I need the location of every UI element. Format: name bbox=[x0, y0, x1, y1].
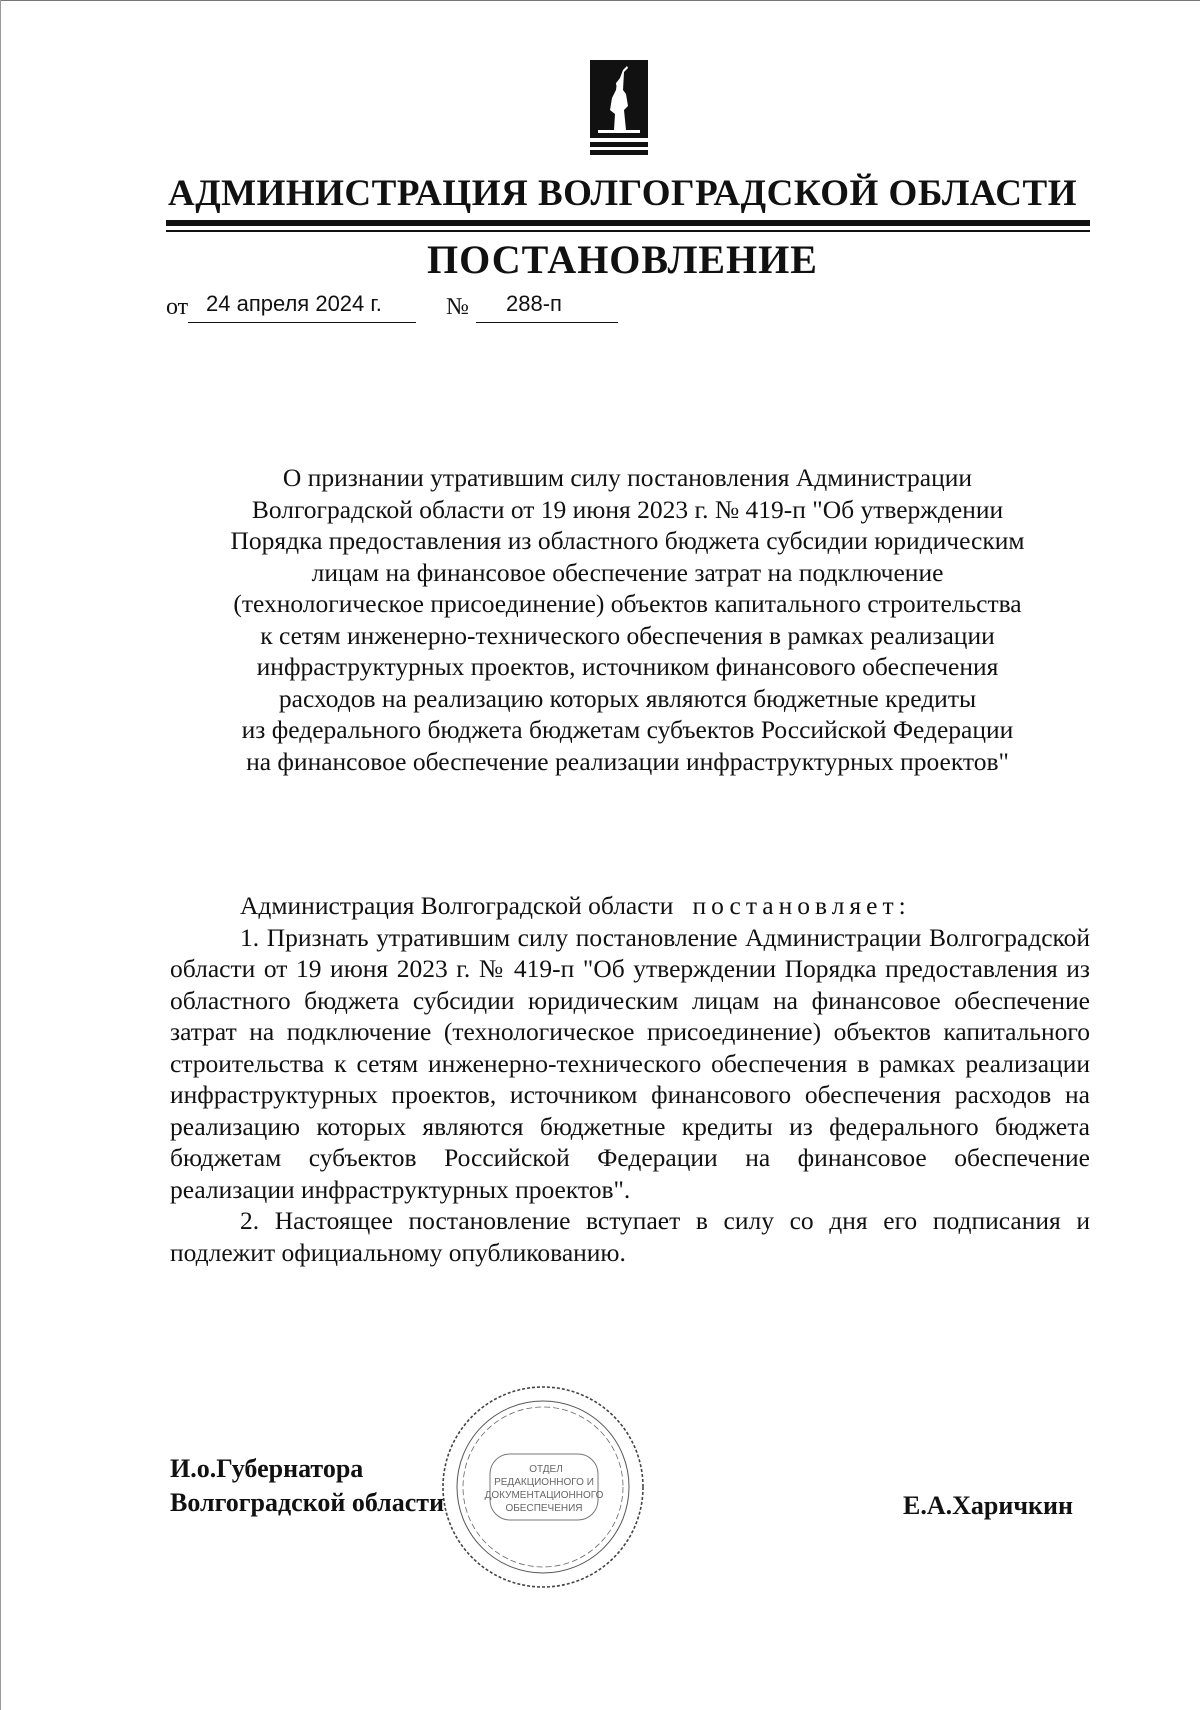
title-line: Волгоградской области от 19 июня 2023 г. № 419-п "Об утверждении bbox=[251, 494, 1004, 524]
title-line: на финансовое обеспечение реализации инфраструктурных проектов" bbox=[246, 746, 1009, 776]
intro-lead: Администрация Волгоградской области bbox=[240, 891, 674, 920]
title-line: (технологическое присоединение) объектов капитального строительства bbox=[233, 589, 1022, 618]
stamp-center-line-3: ДОКУМЕНТАЦИОННОГО bbox=[484, 1490, 604, 1501]
signatory-position-line-1: И.о.Губернатора bbox=[170, 1454, 364, 1483]
intro-verb: постановляет: bbox=[692, 891, 911, 920]
resolution-item-1: 1. Признать утратившим силу постановление Администрации Волгоградской области от 19 июня 2023 г. № 419-п "Об утверждении Порядка предоставления из областного бюджета субсидии юридическим лицам на финансовое обеспечение затрат на подключение (технологическое присоединение) объектов капитального строительства к сетям инженерно-технического обеспечения в рамках реализации инфраструктурных проектов, источником финансового обеспечения расходов на реализацию которых являются бюджетные кредиты из федерального бюджета бюджетам субъектов Российской Федерации на финансовое обеспечение реализации инфраструктурных проектов". bbox=[170, 922, 1090, 1204]
number-prefix: № bbox=[446, 294, 469, 320]
document-title bbox=[170, 462, 1085, 777]
scan-edge-left bbox=[0, 0, 1, 1710]
stamp-center-line-2: РЕДАКЦИОННОГО И bbox=[494, 1477, 594, 1488]
date-prefix: от bbox=[166, 294, 189, 320]
date-value: 24 апреля 2024 г. bbox=[188, 289, 416, 323]
signatory-name: Е.А.Харичкин bbox=[903, 1491, 1073, 1520]
date-number-line bbox=[166, 285, 636, 325]
resolution-intro bbox=[170, 890, 1090, 922]
stamp-center-line-1: ОТДЕЛ bbox=[529, 1464, 563, 1475]
signatory-position bbox=[170, 1452, 444, 1520]
stamp-center-line-4: ОБЕСПЕЧЕНИЯ bbox=[505, 1503, 583, 1514]
title-line: инфраструктурных проектов, источником финансового обеспечения bbox=[256, 652, 999, 681]
title-line: О признании утратившим силу постановления Администрации bbox=[282, 463, 973, 492]
resolution-item-2: 2. Настоящее постановление вступает в силу со дня его подписания и подлежит официальному опубликованию. bbox=[170, 1206, 1090, 1267]
signatory-position-line-2: Волгоградской области bbox=[170, 1488, 445, 1517]
scan-edge-top bbox=[0, 0, 1200, 1]
title-line: из федерального бюджета бюджетам субъектов Российской Федерации bbox=[241, 715, 1014, 744]
document-body bbox=[170, 890, 1090, 1268]
document-type: ПОСТАНОВЛЕНИЕ bbox=[427, 237, 818, 282]
organization-name: АДМИНИСТРАЦИЯ ВОЛГОГРАДСКОЙ ОБЛАСТИ bbox=[167, 173, 1077, 214]
coat-of-arms-icon bbox=[590, 60, 648, 156]
title-line: к сетям инженерно-технического обеспечения в рамках реализации bbox=[260, 620, 995, 650]
header-rule-thin bbox=[166, 230, 1090, 232]
official-stamp-icon bbox=[438, 1382, 648, 1592]
header-rule-thick bbox=[166, 220, 1090, 226]
number-value: 288-п bbox=[476, 289, 618, 323]
title-line: лицам на финансовое обеспечение затрат на подключение bbox=[311, 557, 944, 587]
title-line: Порядка предоставления из областного бюджета субсидии юридическим bbox=[230, 526, 1025, 555]
title-line: расходов на реализацию которых являются бюджетные кредиты bbox=[278, 683, 977, 713]
